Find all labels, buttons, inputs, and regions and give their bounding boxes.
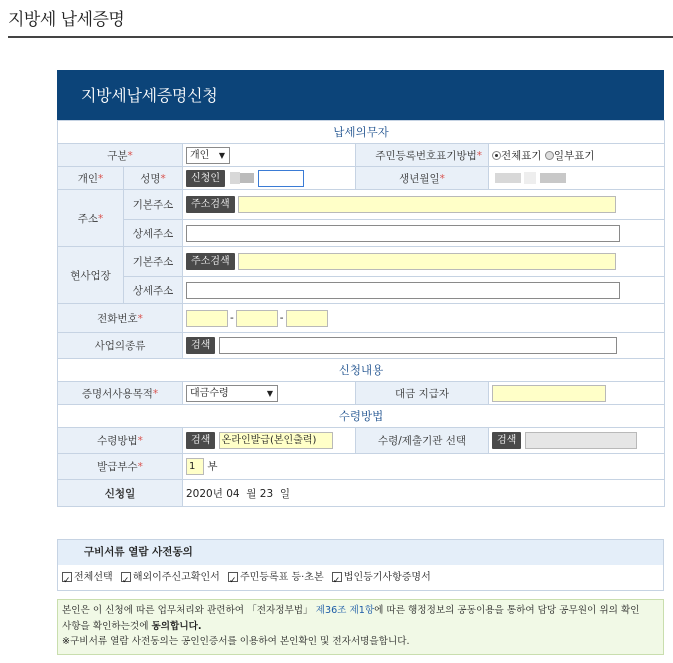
- consent-resident-registration[interactable]: ✓ 주민등록표 등·초본: [228, 572, 324, 583]
- receipt-method-label: 수령방법*: [58, 428, 183, 454]
- address-label: 주소*: [58, 190, 124, 247]
- purpose-select[interactable]: 대금수령 ▼: [186, 385, 278, 402]
- address-basic-cell: [183, 190, 665, 220]
- birth-label: 생년월일*: [356, 167, 489, 190]
- redacted-name: [230, 172, 240, 184]
- consent-checkboxes: [58, 565, 663, 590]
- checkbox-icon[interactable]: [228, 572, 238, 582]
- consent-corporate-registry[interactable]: ✓ 법인등기사항증명서: [332, 572, 431, 583]
- copies-unit: 부: [207, 460, 218, 473]
- date-cell: [183, 480, 665, 507]
- division-cell: [183, 144, 356, 167]
- payer-cell: [489, 382, 665, 405]
- business-address-search-button[interactable]: 주소검색: [186, 253, 235, 270]
- division-select[interactable]: 개인 ▼: [186, 147, 230, 164]
- name-cell: [183, 167, 356, 190]
- copies-input[interactable]: 1: [186, 458, 204, 475]
- rrn-full-radio[interactable]: [492, 151, 501, 160]
- copies-cell: [183, 454, 665, 480]
- address-detail-label: 상세주소: [124, 220, 183, 247]
- address-basic-input[interactable]: [238, 196, 616, 213]
- agency-label: 수령/제출기관 선택: [356, 428, 489, 454]
- business-type-label: 사업의종류: [58, 333, 183, 359]
- phone-part3-input[interactable]: [286, 310, 328, 327]
- page-title: 지방세 납세증명: [8, 10, 125, 30]
- business-detail-cell: [183, 277, 665, 304]
- redacted-birth-1: [495, 173, 521, 183]
- payer-input[interactable]: [492, 385, 606, 402]
- rrn-partial-label: 일부표기: [553, 149, 595, 162]
- date-year: 2020년: [186, 487, 223, 500]
- notice-line-2: 사항을 확인하는것에 동의합니다.: [62, 620, 202, 632]
- name-label: 성명*: [124, 167, 183, 190]
- agency-input: [525, 432, 637, 449]
- consent-notice: [57, 599, 664, 655]
- phone-cell: - -: [183, 304, 665, 333]
- address-search-button[interactable]: 주소검색: [186, 196, 235, 213]
- name-input[interactable]: [258, 170, 304, 187]
- copies-label: 발급부수*: [58, 454, 183, 480]
- checkbox-icon[interactable]: [62, 572, 72, 582]
- chevron-down-icon: ▼: [266, 388, 273, 398]
- notice-line-3: ※구비서류 열람 사전동의는 공인인증서를 이용하여 본인확인 및 전자서명을합니다.: [62, 636, 410, 647]
- section-application: 신청내용: [58, 359, 665, 382]
- receipt-method-cell: [183, 428, 356, 454]
- business-detail-input[interactable]: [186, 282, 620, 299]
- payer-label: 대금 지급자: [356, 382, 489, 405]
- application-form: [57, 70, 664, 507]
- date-day: 23: [259, 487, 274, 500]
- date-label: 신청일: [58, 480, 183, 507]
- individual-label: 개인*: [58, 167, 124, 190]
- rrn-partial-radio[interactable]: [545, 151, 554, 160]
- business-type-input[interactable]: [219, 337, 617, 354]
- business-type-cell: [183, 333, 665, 359]
- checkbox-icon[interactable]: [332, 572, 342, 582]
- birth-cell: [489, 167, 665, 190]
- chevron-down-icon: ▼: [218, 150, 225, 160]
- business-type-search-button[interactable]: 검색: [186, 337, 215, 354]
- business-label: 현사업장: [58, 247, 124, 304]
- business-basic-cell: [183, 247, 665, 277]
- section-receipt: 수령방법: [58, 405, 665, 428]
- consent-select-all[interactable]: ✓전체선택: [62, 572, 113, 583]
- purpose-label: 증명서사용목적*: [58, 382, 183, 405]
- agency-search-button[interactable]: 검색: [492, 432, 521, 449]
- redacted-birth-2: [524, 172, 536, 184]
- form-table: [57, 120, 665, 507]
- redacted-name-2: [240, 173, 254, 183]
- agency-cell: [489, 428, 665, 454]
- business-detail-label: 상세주소: [124, 277, 183, 304]
- rrn-full-label: 전체표기: [501, 149, 542, 162]
- prior-consent-box: [57, 539, 664, 591]
- address-detail-cell: [183, 220, 665, 247]
- rrn-display-options: [489, 144, 665, 167]
- form-header: 지방세납세증명신청: [57, 70, 664, 120]
- purpose-cell: [183, 382, 356, 405]
- law-article-link[interactable]: 제36조 제1항: [315, 605, 375, 616]
- consent-title: 구비서류 열람 사전동의: [58, 540, 663, 565]
- date-month-unit: 월: [246, 487, 257, 500]
- section-taxpayer: 납세의무자: [58, 121, 665, 144]
- checkbox-icon[interactable]: [121, 572, 131, 582]
- notice-line-1: 본인은 이 신청에 따른 업무처리와 관련하여 「전자정부법」 제36조 제1항에 따른 행정정보의 공동이용을 통하여 담당 공무원이 위의 확인: [62, 605, 640, 616]
- redacted-birth-3: [540, 173, 566, 183]
- division-label: 구분*: [58, 144, 183, 167]
- address-basic-label: 기본주소: [124, 190, 183, 220]
- rrn-display-label: 주민등록번호표기방법*: [356, 144, 489, 167]
- phone-label: 전화번호*: [58, 304, 183, 333]
- applicant-button[interactable]: 신청인: [186, 170, 225, 187]
- receipt-method-search-button[interactable]: 검색: [186, 432, 215, 449]
- phone-part1-input[interactable]: [186, 310, 228, 327]
- date-month: 04: [226, 487, 240, 500]
- business-basic-label: 기본주소: [124, 247, 183, 277]
- address-detail-input[interactable]: [186, 225, 620, 242]
- consent-emigration-report[interactable]: ✓ 해외이주신고확인서: [121, 572, 220, 583]
- receipt-method-input[interactable]: 온라인발급(본인출력): [219, 432, 333, 449]
- business-basic-input[interactable]: [238, 253, 616, 270]
- date-day-unit: 일: [279, 487, 290, 500]
- phone-part2-input[interactable]: [236, 310, 278, 327]
- title-divider: [8, 36, 673, 38]
